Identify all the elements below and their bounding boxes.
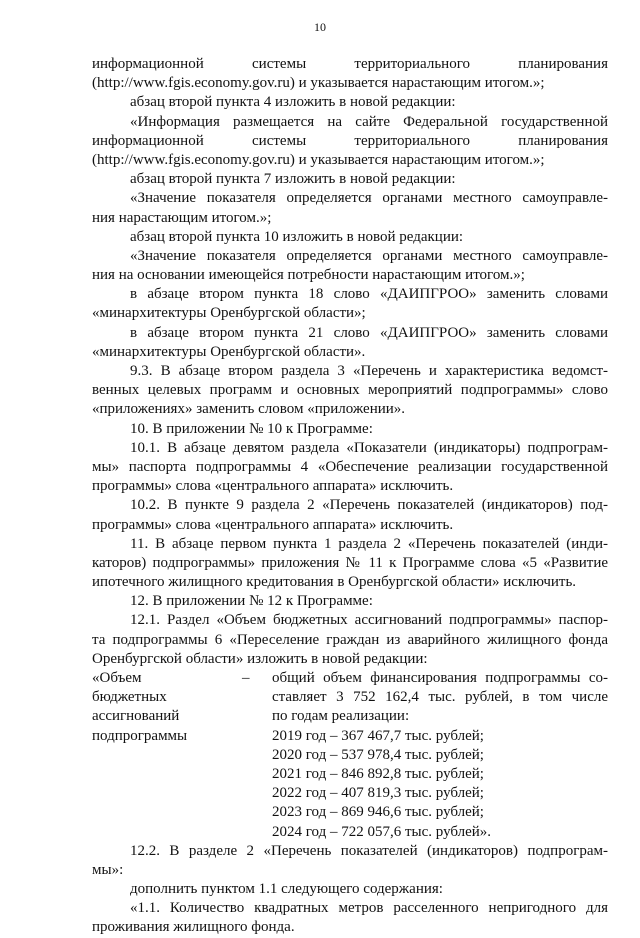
text-block-after: [92, 842, 608, 938]
table-value: 2020 год – 537 978,4 тыс. рублей;: [272, 746, 484, 763]
text-line: 10.2. В пункте 9 раздела 2 «Перечень показателей (индикаторов) под-: [130, 497, 608, 514]
text-line: дополнить пунктом 1.1 следующего содержания:: [130, 881, 443, 898]
text-line: в абзаце втором пункта 21 слово «ДАИПГРОО» заменить словами: [130, 324, 608, 341]
table-value: по годам реализации:: [272, 708, 410, 725]
text-line: «приложениях» заменить словом «приложении».: [92, 401, 406, 418]
text-line: «Значение показателя определяется органами местного самоуправле-: [130, 247, 608, 264]
text-block-before: [92, 55, 608, 669]
table-value: 2022 год – 407 819,3 тыс. рублей;: [272, 785, 484, 802]
text-line: абзац второй пункта 10 изложить в новой редакции:: [130, 228, 464, 245]
table-row: [92, 784, 608, 803]
text-line: «Информация размещается на сайте Федеральной государственной: [130, 113, 608, 130]
table-value: 2021 год – 846 892,8 тыс. рублей;: [272, 765, 484, 782]
table-row: [92, 688, 608, 707]
text-line: программы» слова «центрального аппарата» исключить.: [92, 516, 454, 533]
text-line: та подпрограммы 6 «Переселение граждан из аварийного жилищного фонда: [92, 631, 608, 648]
text-line: 12.1. Раздел «Объем бюджетных ассигнований подпрограммы» паспор-: [130, 612, 608, 629]
table-row: [92, 727, 608, 746]
table-value: 2024 год – 722 057,6 тыс. рублей».: [272, 823, 492, 840]
text-line: в абзаце втором пункта 18 слово «ДАИПГРОО» заменить словами: [130, 286, 608, 303]
text-line: (http://www.fgis.economy.gov.ru) и указывается нарастающим итогом.»;: [92, 151, 545, 168]
budget-table: [92, 669, 608, 842]
table-value: общий объем финансирования подпрограммы со-: [272, 670, 608, 686]
text-line: Оренбургской области» изложить в новой редакции:: [92, 650, 428, 667]
text-line: мы» паспорта подпрограммы 4 «Обеспечение реализации государственной: [92, 458, 608, 475]
text-line: проживания жилищного фонда.: [92, 919, 295, 936]
text-line: 12.2. В разделе 2 «Перечень показателей (индикаторов) подпрограм-: [130, 842, 608, 859]
text-line: ния на основании имеющейся потребности нарастающим итогом.»;: [92, 267, 525, 284]
text-line: каторов) подпрограммы» приложения № 11 к Программе слова «5 «Развитие: [92, 554, 608, 571]
table-row: [92, 669, 608, 688]
table-row: [92, 746, 608, 765]
text-line: 10.1. В абзаце девятом раздела «Показатели (индикаторы) подпрограм-: [130, 439, 608, 456]
text-line: 10. В приложении № 10 к Программе:: [130, 420, 373, 437]
text-line: 12. В приложении № 12 к Программе:: [130, 593, 373, 610]
table-label: бюджетных: [92, 689, 167, 706]
text-line: мы»:: [92, 861, 124, 878]
table-dash: –: [242, 670, 250, 686]
text-line: информационной системы территориального планирования: [92, 56, 608, 72]
text-line: венных целевых программ и основных мероприятий подпрограммы» слово: [92, 382, 608, 399]
text-line: ния нарастающим итогом.»;: [92, 209, 272, 226]
table-row: [92, 707, 608, 726]
text-line: «1.1. Количество квадратных метров расселенного непригодного для: [130, 900, 608, 917]
document-body: [92, 55, 608, 938]
text-line: «минархитектуры Оренбургской области»;: [92, 305, 366, 322]
table-label: ассигнований: [92, 708, 180, 725]
table-value: ставляет 3 752 162,4 тыс. рублей, в том числе: [272, 689, 608, 706]
text-line: «минархитектуры Оренбургской области».: [92, 343, 366, 360]
text-line: программы» слова «центрального аппарата» исключить.: [92, 478, 454, 495]
table-row: [92, 765, 608, 784]
table-value: 2019 год – 367 467,7 тыс. рублей;: [272, 727, 484, 744]
table-value: 2023 год – 869 946,6 тыс. рублей;: [272, 804, 484, 821]
text-line: ипотечного жилищного кредитования в Оренбургской области» исключить.: [92, 574, 577, 591]
text-line: абзац второй пункта 4 изложить в новой редакции:: [130, 94, 456, 111]
table-label: «Объем: [92, 670, 142, 686]
text-line: абзац второй пункта 7 изложить в новой редакции:: [130, 171, 456, 188]
text-line: информационной системы территориального планирования: [92, 132, 608, 149]
text-line: (http://www.fgis.economy.gov.ru) и указывается нарастающим итогом.»;: [92, 75, 545, 92]
page-number: 10: [314, 20, 326, 34]
text-line: 11. В абзаце первом пункта 1 раздела 2 «Перечень показателей (инди-: [130, 535, 608, 552]
table-row: [92, 823, 608, 842]
text-line: 9.3. В абзаце втором раздела 3 «Перечень и характеристика ведомст-: [130, 363, 608, 379]
table-row: [92, 803, 608, 822]
text-line: «Значение показателя определяется органами местного самоуправле-: [130, 190, 608, 207]
table-label: подпрограммы: [92, 727, 188, 744]
